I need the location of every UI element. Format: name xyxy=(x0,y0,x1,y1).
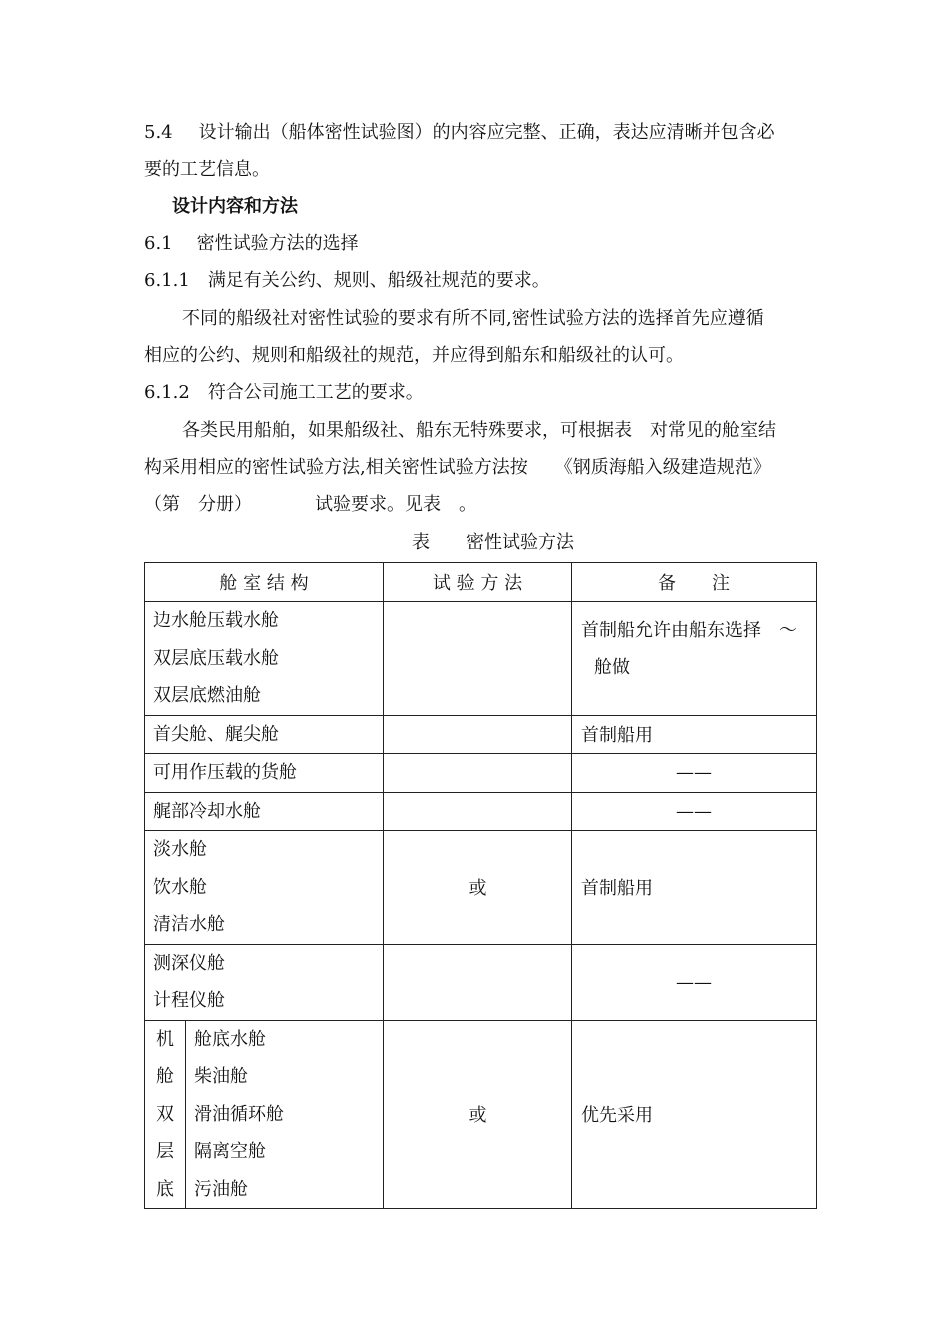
para-6-1-2-line3: （第 分册） 试验要求。见表 。 xyxy=(144,494,477,515)
section-6-1-1 xyxy=(144,268,550,294)
compartment-item: 边水舱压载水舱 xyxy=(153,610,279,631)
remarks-cell: —— xyxy=(572,944,817,1020)
compartment-item: 柴油舱 xyxy=(194,1066,248,1087)
table-caption: 表 密性试验方法 xyxy=(412,532,574,553)
para-5-4-line1 xyxy=(144,120,775,146)
table-row xyxy=(145,792,817,831)
compartment-item: 计程仪舱 xyxy=(153,990,225,1011)
section-6-1-number: 6.1 xyxy=(144,233,173,254)
para-6-1-2-line2: 构采用相应的密性试验方法,相关密性试验方法按 《钢质海船入级建造规范》 xyxy=(144,457,771,478)
section-6-1-2-number: 6.1.2 xyxy=(144,382,190,403)
section-heading: 设计内容和方法 xyxy=(172,196,298,217)
compartment-item: 隔离空舱 xyxy=(194,1141,266,1162)
compartment-item: 污油舱 xyxy=(194,1178,248,1200)
header-remarks: 备 注 xyxy=(572,563,817,602)
compartment-item: 滑油循环舱 xyxy=(194,1103,284,1125)
remarks-cell: 首制船用 xyxy=(572,831,817,945)
remarks-cell: —— xyxy=(572,754,817,793)
compartment-item: 双层底压载水舱 xyxy=(153,647,279,669)
method-cell xyxy=(384,754,572,793)
section-6-1-1-number: 6.1.1 xyxy=(144,270,190,291)
method-cell xyxy=(384,715,572,754)
table-row xyxy=(145,602,817,716)
header-compartment: 舱 室 结 构 xyxy=(145,563,384,602)
method-cell: 或 xyxy=(384,831,572,945)
method-cell: 或 xyxy=(384,1020,572,1209)
compartment-item: 饮水舱 xyxy=(153,876,207,898)
compartment-item: 清洁水舱 xyxy=(153,914,225,935)
remarks-line: 首制船允许由船东选择 ～ xyxy=(581,620,797,641)
compartment-cell xyxy=(145,602,384,716)
para-5-4-number: 5.4 xyxy=(144,122,173,143)
remarks-cell: 优先采用 xyxy=(572,1020,817,1209)
compartment-item: 可用作压载的货舱 xyxy=(153,762,297,783)
remarks-cell: —— xyxy=(572,792,817,831)
table-row xyxy=(145,1020,817,1209)
header-method: 试 验 方 法 xyxy=(384,563,572,602)
method-cell xyxy=(384,792,572,831)
group-char: 双 xyxy=(156,1103,174,1125)
section-6-1 xyxy=(144,231,359,257)
para-6-1-1-line1: 不同的船级社对密性试验的要求有所不同,密性试验方法的选择首先应遵循 xyxy=(182,308,764,329)
compartment-item: 淡水舱 xyxy=(153,839,207,860)
compartment-cell xyxy=(145,831,384,945)
group-char: 底 xyxy=(156,1178,174,1200)
table-row xyxy=(145,831,817,945)
group-char: 舱 xyxy=(156,1066,174,1087)
remarks-line: 舱做 xyxy=(594,657,630,678)
table-row xyxy=(145,754,817,793)
compartment-item: 首尖舱、艉尖舱 xyxy=(153,723,279,745)
tightness-test-table xyxy=(144,562,817,1209)
method-cell xyxy=(384,602,572,716)
table-header-row xyxy=(145,563,817,602)
remarks-cell: 首制船用 xyxy=(572,715,817,754)
remarks-cell xyxy=(572,602,817,716)
para-6-1-2-line1: 各类民用船舶，如果船级社、船东无特殊要求，可根据表 对常见的舱室结 xyxy=(182,420,776,441)
compartment-item: 双层底燃油舱 xyxy=(153,685,261,706)
compartment-item: 测深仪舱 xyxy=(153,952,225,974)
compartment-cell xyxy=(145,792,384,831)
method-cell xyxy=(384,944,572,1020)
compartment-cell xyxy=(145,715,384,754)
table-row xyxy=(145,944,817,1020)
section-6-1-2-title: 符合公司施工工艺的要求。 xyxy=(207,382,424,403)
group-char: 层 xyxy=(156,1141,174,1162)
group-char: 机 xyxy=(156,1028,174,1050)
para-6-1-1-line2: 相应的公约、规则和船级社的规范，并应得到船东和船级社的认可。 xyxy=(144,345,684,366)
para-5-4-line2: 要的工艺信息。 xyxy=(144,159,270,180)
table-row xyxy=(145,715,817,754)
section-6-1-2 xyxy=(144,380,424,406)
compartment-cell xyxy=(145,944,384,1020)
para-5-4-text: 设计输出（船体密性试验图）的内容应完整、正确，表达应清晰并包含必 xyxy=(198,122,775,143)
section-6-1-title: 密性试验方法的选择 xyxy=(196,233,359,254)
engine-room-double-bottom-group xyxy=(145,1020,186,1209)
compartment-cell xyxy=(186,1020,384,1209)
section-6-1-1-title: 满足有关公约、规则、船级社规范的要求。 xyxy=(207,270,550,291)
compartment-item: 艉部冷却水舱 xyxy=(153,800,261,822)
compartment-cell xyxy=(145,754,384,793)
compartment-item: 舱底水舱 xyxy=(194,1028,266,1050)
